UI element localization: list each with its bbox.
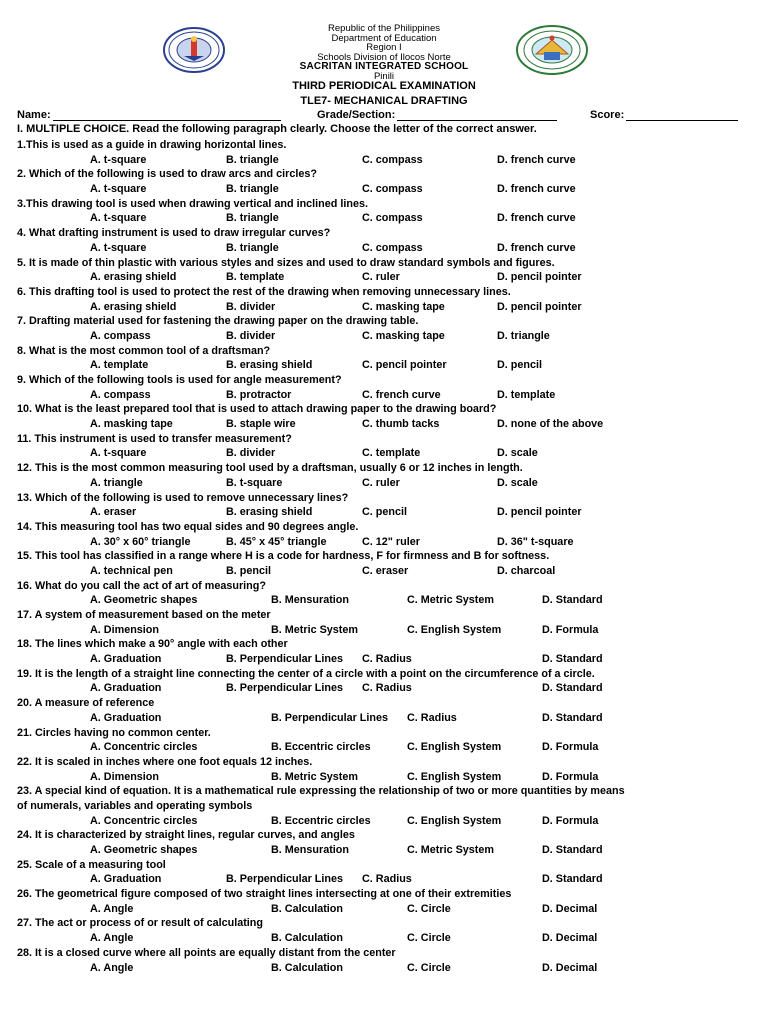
option-d[interactable]: D. 36" t-square [497, 535, 574, 548]
option-a[interactable]: A. Graduation [90, 711, 162, 724]
answer-options [0, 300, 768, 315]
question-item [0, 461, 768, 490]
option-c[interactable]: C. masking tape [362, 300, 445, 313]
option-c[interactable]: C. masking tape [362, 329, 445, 342]
answer-options [0, 814, 768, 829]
option-b[interactable]: B. erasing shield [226, 506, 313, 519]
header-line: Region I [366, 42, 402, 53]
question-stem: 21. Circles having no common center. [17, 726, 211, 739]
option-b[interactable]: B. Calculation [271, 932, 343, 945]
option-c[interactable]: C. compass [362, 241, 423, 254]
option-b[interactable]: B. Calculation [271, 902, 343, 915]
option-d[interactable]: D. Decimal [542, 932, 598, 945]
option-c[interactable]: C. English System [407, 770, 502, 783]
option-a[interactable]: A. Concentric circles [90, 741, 198, 754]
option-d[interactable]: D. Decimal [542, 902, 598, 915]
option-a[interactable]: A. t-square [90, 212, 147, 225]
question-stem: 16. What do you call the act of art of measuring? [17, 579, 266, 592]
answer-options [0, 711, 768, 726]
option-b[interactable]: B. divider [226, 300, 276, 313]
option-b[interactable]: B. t-square [226, 476, 283, 489]
option-c[interactable]: C. compass [362, 153, 423, 166]
answer-options [0, 211, 768, 226]
question-item [0, 549, 768, 578]
question-stem: 3.This drawing tool is used when drawing vertical and inclined lines. [17, 197, 368, 210]
score-field[interactable] [590, 109, 738, 121]
answer-options [0, 182, 768, 197]
school-name: SACRITAN INTEGRATED SCHOOL [299, 61, 469, 72]
option-d[interactable]: D. Formula [542, 741, 599, 754]
option-d[interactable]: D. scale [497, 476, 538, 489]
question-item [0, 887, 768, 916]
option-a[interactable]: A. t-square [90, 241, 147, 254]
question-stem: 24. It is characterized by straight lines, regular curves, and angles [17, 829, 355, 842]
option-d[interactable]: D. french curve [497, 153, 576, 166]
question-item [0, 314, 768, 343]
option-a[interactable]: A. triangle [90, 476, 143, 489]
question-stem: 6. This drafting tool is used to protect the rest of the drawing when removing unnecessary lines. [17, 285, 511, 298]
question-item [0, 167, 768, 196]
option-d[interactable]: D. scale [497, 447, 538, 460]
option-b[interactable]: B. divider [226, 447, 276, 460]
question-stem: 14. This measuring tool has two equal sides and 90 degrees angle. [17, 520, 359, 533]
question-stem: 8. What is the most common tool of a draftsman? [17, 344, 271, 357]
exam-subject: TLE7- MECHANICAL DRAFTING [300, 95, 468, 107]
letterhead [0, 23, 768, 82]
question-stem: 10. What is the least prepared tool that is used to attach drawing paper to the drawing board? [17, 403, 497, 416]
answer-options [0, 388, 768, 403]
option-b[interactable]: B. triangle [226, 212, 279, 225]
question-item [0, 197, 768, 226]
answer-options [0, 593, 768, 608]
answer-options [0, 740, 768, 755]
option-d[interactable]: D. Standard [542, 682, 603, 695]
question-stem: 25. Scale of a measuring tool [17, 858, 166, 871]
option-d[interactable]: D. Standard [542, 711, 603, 724]
question-item [0, 432, 768, 461]
option-d[interactable]: D. triangle [497, 329, 550, 342]
option-a[interactable]: A. Graduation [90, 653, 162, 666]
question-stem: 9. Which of the following tools is used for angle measurement? [17, 374, 342, 386]
answer-options [0, 329, 768, 344]
question-stem: 1.This is used as a guide in drawing horizontal lines. [17, 139, 287, 151]
question-item [0, 285, 768, 314]
option-a[interactable]: A. erasing shield [90, 271, 177, 284]
option-c[interactable]: C. Radius [362, 653, 412, 666]
answer-options [0, 241, 768, 256]
question-item [0, 858, 768, 887]
option-c[interactable]: C. ruler [362, 271, 400, 284]
option-a[interactable]: A. t-square [90, 183, 147, 196]
question-stem: of numerals, variables and operating symbols [17, 799, 253, 812]
option-c[interactable]: C. french curve [362, 388, 441, 401]
option-b[interactable]: B. Eccentric circles [271, 814, 371, 827]
option-c[interactable]: C. English System [407, 814, 502, 827]
option-d[interactable]: D. french curve [497, 212, 576, 225]
option-c[interactable]: C. Circle [407, 961, 451, 974]
option-d[interactable]: D. french curve [497, 183, 576, 196]
question-item [0, 344, 768, 373]
option-c[interactable]: C. compass [362, 183, 423, 196]
answer-options [0, 843, 768, 858]
option-a[interactable]: A. eraser [90, 506, 137, 519]
option-d[interactable]: D. Decimal [542, 961, 598, 974]
question-stem: 15. This tool has classified in a range where H is a code for hardness, F for firmness and B for softness. [17, 550, 550, 563]
answer-options [0, 770, 768, 785]
question-item [0, 608, 768, 637]
grade-section-blank[interactable] [397, 109, 557, 121]
question-stem: 19. It is the length of a straight line connecting the center of a circle with a point on the circumference of a circle. [17, 667, 595, 680]
option-d[interactable]: D. pencil pointer [497, 300, 582, 313]
answer-options [0, 270, 768, 285]
option-a[interactable]: A. technical pen [90, 564, 173, 577]
option-c[interactable]: C. Radius [362, 873, 412, 886]
option-a[interactable]: A. 30° x 60° triangle [90, 535, 191, 548]
option-d[interactable]: D. Standard [542, 844, 603, 856]
question-list [0, 138, 768, 975]
option-a[interactable]: A. t-square [90, 153, 147, 166]
option-d[interactable]: D. Formula [542, 623, 599, 636]
option-b[interactable]: B. Perpendicular Lines [226, 873, 343, 886]
option-c[interactable]: C. pencil [362, 506, 407, 519]
answer-options [0, 358, 768, 373]
option-d[interactable]: D. Standard [542, 873, 603, 886]
question-stem: 26. The geometrical figure composed of two straight lines intersecting at one of their extremities [17, 888, 512, 901]
instructions: I. MULTIPLE CHOICE. Read the following paragraph clearly. Choose the letter of the correct answer. [17, 123, 537, 135]
question-item [0, 726, 768, 755]
question-stem: 4. What drafting instrument is used to draw irregular curves? [17, 227, 331, 240]
option-c[interactable]: C. Circle [407, 902, 451, 915]
option-b[interactable]: B. Metric System [271, 623, 359, 636]
option-a[interactable]: A. Angle [90, 961, 134, 974]
exam-title: THIRD PERIODICAL EXAMINATION [292, 80, 476, 92]
option-d[interactable]: D. Formula [542, 770, 599, 783]
answer-options [0, 623, 768, 638]
answer-options [0, 902, 768, 917]
option-d[interactable]: D. none of the above [497, 418, 604, 431]
option-c[interactable]: C. Circle [407, 932, 451, 945]
option-a[interactable]: A. Dimension [90, 623, 159, 636]
option-a[interactable]: A. Angle [90, 902, 134, 915]
question-item [0, 138, 768, 167]
answer-options [0, 564, 768, 579]
option-a[interactable]: A. compass [90, 329, 151, 342]
question-item [0, 784, 768, 828]
option-a[interactable]: A. Graduation [90, 873, 162, 886]
question-stem: 23. A special kind of equation. It is a mathematical rule expressing the relationship of two or more quantities by means [17, 785, 625, 798]
question-item [0, 637, 768, 666]
answer-options [0, 652, 768, 667]
option-b[interactable]: B. pencil [226, 564, 271, 577]
option-b[interactable]: B. triangle [226, 183, 279, 196]
option-b[interactable]: B. 45° x 45° triangle [226, 535, 327, 548]
option-a[interactable]: A. template [90, 359, 149, 372]
option-b[interactable]: B. triangle [226, 241, 279, 254]
option-b[interactable]: B. Perpendicular Lines [271, 711, 388, 724]
option-c[interactable]: C. Metric System [407, 844, 495, 856]
score-blank[interactable] [626, 109, 738, 121]
question-stem: 20. A measure of reference [17, 697, 155, 710]
answer-options [0, 476, 768, 491]
option-a[interactable]: A. t-square [90, 447, 147, 460]
question-item [0, 256, 768, 285]
option-a[interactable]: A. Geometric shapes [90, 844, 198, 856]
option-a[interactable]: A. Concentric circles [90, 814, 198, 827]
question-item [0, 755, 768, 784]
option-c[interactable]: C. thumb tacks [362, 418, 440, 431]
option-b[interactable]: B. triangle [226, 153, 279, 166]
option-a[interactable]: A. masking tape [90, 418, 173, 431]
option-b[interactable]: B. protractor [226, 388, 292, 401]
header-line: Department of Education [331, 32, 437, 44]
question-stem: 18. The lines which make a 90° angle with each other [17, 638, 288, 651]
option-c[interactable]: C. English System [407, 741, 502, 754]
answer-options [0, 872, 768, 887]
question-item [0, 667, 768, 696]
option-b[interactable]: B. Calculation [271, 961, 343, 974]
option-d[interactable]: D. Formula [542, 814, 599, 827]
option-d[interactable]: D. pencil pointer [497, 271, 582, 284]
option-b[interactable]: B. Perpendicular Lines [226, 682, 343, 695]
option-d[interactable]: D. french curve [497, 241, 576, 254]
question-item [0, 579, 768, 608]
question-item [0, 916, 768, 945]
option-a[interactable]: A. Dimension [90, 770, 159, 783]
option-c[interactable]: C. Metric System [407, 594, 495, 607]
option-c[interactable]: C. Radius [362, 682, 412, 695]
question-item [0, 491, 768, 520]
grade-section-field[interactable] [317, 109, 557, 121]
option-c[interactable]: C. compass [362, 212, 423, 225]
name-label: Name: [17, 109, 51, 121]
answer-options [0, 931, 768, 946]
option-b[interactable]: B. Mensuration [271, 844, 349, 856]
question-stem: 7. Drafting material used for fastening the drawing paper on the drawing table. [17, 315, 419, 328]
option-c[interactable]: C. Radius [407, 711, 457, 724]
student-info-line [17, 109, 757, 123]
option-c[interactable]: C. template [362, 447, 421, 460]
answer-options [0, 446, 768, 461]
answer-options [0, 417, 768, 432]
option-d[interactable]: D. charcoal [497, 564, 556, 577]
name-blank[interactable] [53, 109, 281, 121]
header-line: Schools Division of Ilocos Norte [317, 51, 451, 63]
option-b[interactable]: B. Perpendicular Lines [226, 653, 343, 666]
option-b[interactable]: B. erasing shield [226, 359, 313, 372]
answer-options [0, 961, 768, 976]
option-c[interactable]: C. 12" ruler [362, 535, 420, 548]
question-item [0, 520, 768, 549]
question-stem: 11. This instrument is used to transfer measurement? [17, 432, 292, 445]
option-b[interactable]: B. staple wire [226, 418, 296, 431]
question-stem: 28. It is a closed curve where all points are equally distant from the center [17, 946, 396, 959]
option-a[interactable]: A. Angle [90, 932, 134, 945]
question-item [0, 828, 768, 857]
option-d[interactable]: D. Standard [542, 594, 603, 607]
question-stem: 27. The act or process of or result of calculating [17, 917, 263, 930]
option-a[interactable]: A. Geometric shapes [90, 594, 198, 607]
option-a[interactable]: A. erasing shield [90, 300, 177, 313]
option-b[interactable]: B. Mensuration [271, 594, 349, 607]
question-stem: 12. This is the most common measuring tool used by a draftsman, usually 6 or 12 inches in length. [17, 462, 523, 475]
header-line: Republic of the Philippines [328, 23, 440, 34]
header-line: Pinili [373, 70, 395, 82]
option-b[interactable]: B. Metric System [271, 770, 359, 783]
option-b[interactable]: B. divider [226, 329, 276, 342]
question-stem: 5. It is made of thin plastic with various styles and sizes and used to draw standard symbols and figures. [17, 256, 555, 269]
answer-options [0, 535, 768, 550]
question-item [0, 946, 768, 975]
score-label: Score: [590, 109, 625, 121]
option-d[interactable]: D. template [497, 388, 556, 401]
letterhead-lines [0, 24, 768, 81]
option-a[interactable]: A. compass [90, 388, 151, 401]
answer-options [0, 681, 768, 696]
question-stem: 17. A system of measurement based on the meter [17, 609, 271, 621]
question-item [0, 226, 768, 255]
question-item [0, 373, 768, 402]
name-field[interactable] [17, 109, 281, 121]
option-c[interactable]: C. English System [407, 623, 502, 636]
question-stem: 22. It is scaled in inches where one foot equals 12 inches. [17, 755, 313, 768]
option-b[interactable]: B. Eccentric circles [271, 741, 371, 754]
option-b[interactable]: B. template [226, 271, 285, 284]
option-c[interactable]: C. pencil pointer [362, 359, 447, 372]
option-a[interactable]: A. Graduation [90, 682, 162, 695]
option-c[interactable]: C. ruler [362, 476, 400, 489]
option-d[interactable]: D. Standard [542, 653, 603, 666]
answer-options [0, 153, 768, 168]
question-stem: 13. Which of the following is used to remove unnecessary lines? [17, 491, 349, 504]
question-item [0, 696, 768, 725]
question-stem: 2. Which of the following is used to draw arcs and circles? [17, 168, 317, 181]
option-c[interactable]: C. eraser [362, 564, 409, 577]
question-item [0, 402, 768, 431]
answer-options [0, 505, 768, 520]
option-d[interactable]: D. pencil [497, 359, 542, 372]
option-d[interactable]: D. pencil pointer [497, 506, 582, 519]
grade-section-label: Grade/Section: [317, 109, 396, 121]
